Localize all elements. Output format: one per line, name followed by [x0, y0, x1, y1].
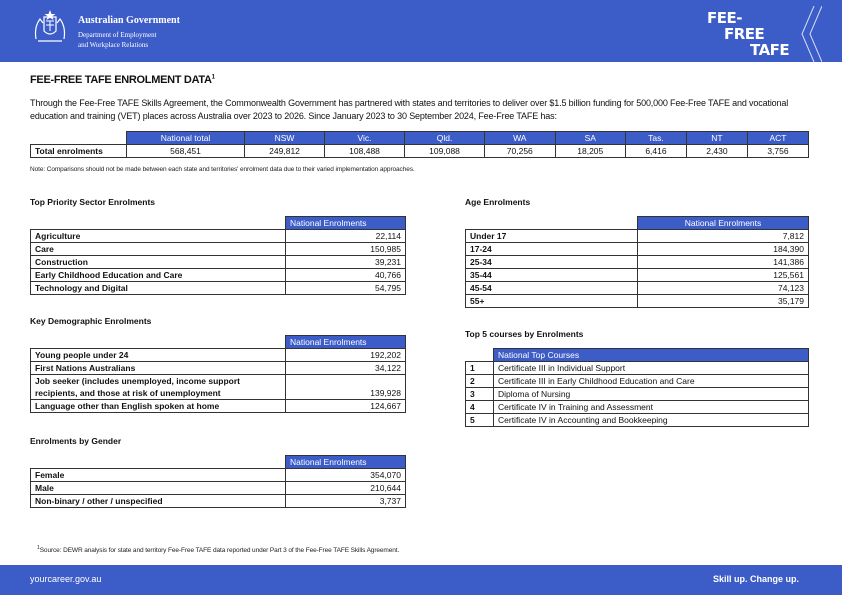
table-row — [466, 388, 809, 401]
intro-paragraph: Through the Fee-Free TAFE Skills Agreement, the Commonwealth Government has partnered with states and territories to deliver over $1.5 billion funding for 500,000 Fee-Free TAFE and vocational education and training (VET) places across Australia over 2023 to 2026. Since January 2023 to 30 September 2024, Fee-Free TAFE has: — [30, 98, 789, 121]
dept-line-1: Department of Employment — [78, 31, 157, 39]
age-label: 25-34 — [466, 256, 638, 269]
table-row — [31, 349, 406, 362]
sector-label: Agriculture — [31, 230, 286, 243]
state-value-cell: 568,451 — [127, 145, 245, 158]
courses-header-blank — [466, 349, 494, 362]
government-identity — [78, 14, 180, 50]
gender-label: Non-binary / other / unspecified — [31, 495, 286, 508]
age-header: National Enrolments — [638, 217, 809, 230]
demographic-value: 139,928 — [286, 375, 406, 400]
demographic-label: First Nations Australians — [31, 362, 286, 375]
brand-line-1: FEE- — [707, 9, 742, 27]
source-footnote — [37, 545, 399, 554]
demographic-label: Young people under 24 — [31, 349, 286, 362]
table-row — [466, 230, 809, 243]
brand-line-3: TAFE — [750, 41, 790, 59]
demographic-header-blank — [31, 336, 286, 349]
age-value: 125,561 — [638, 269, 809, 282]
courses-header-row — [466, 349, 809, 362]
title-footnote-marker: 1 — [211, 74, 215, 81]
footnote-text: Source: DEWR analysis for state and territory Fee-Free TAFE data reported under Part 3 of the Fee-Free TAFE Skills Agreement. — [39, 547, 400, 555]
demographic-label: Job seeker (includes unemployed, income support recipients, and those at risk of unemployment — [31, 375, 286, 400]
demographic-value: 192,202 — [286, 349, 406, 362]
table-row — [466, 401, 809, 414]
age-label: Under 17 — [466, 230, 638, 243]
course-rank: 2 — [466, 375, 494, 388]
courses-section-title: Top 5 courses by Enrolments — [465, 329, 584, 339]
table-row — [31, 243, 406, 256]
state-value-cell: 6,416 — [625, 145, 686, 158]
age-section-title: Age Enrolments — [465, 197, 531, 207]
demographic-label: Language other than English spoken at home — [31, 400, 286, 413]
table-row — [31, 482, 406, 495]
table-row — [466, 362, 809, 375]
table-row — [31, 282, 406, 295]
sector-section-title: Top Priority Sector Enrolments — [30, 197, 156, 207]
gender-table — [30, 455, 406, 508]
table-row — [31, 375, 406, 400]
sector-value: 54,795 — [286, 282, 406, 295]
sector-header-row — [31, 217, 406, 230]
course-name: Certificate III in Early Childhood Education and Care — [494, 375, 809, 388]
comparison-note: Note: Comparisons should not be made between each state and territories' enrolment data due to their varied implementation approaches. — [30, 166, 415, 173]
state-value-cell: 249,812 — [245, 145, 325, 158]
page-footer — [0, 565, 842, 595]
state-value-cell: 18,205 — [555, 145, 625, 158]
coat-of-arms-icon — [30, 9, 70, 47]
table-row — [31, 362, 406, 375]
state-row-label: Total enrolments — [31, 145, 127, 158]
table-row — [31, 400, 406, 413]
sector-value: 22,114 — [286, 230, 406, 243]
courses-table — [465, 348, 809, 427]
demographic-section-title: Key Demographic Enrolments — [30, 316, 152, 326]
age-value: 184,390 — [638, 243, 809, 256]
state-header-cell: Vic. — [325, 132, 405, 145]
chevron-decoration-icon — [798, 6, 822, 62]
demographic-value: 124,667 — [286, 400, 406, 413]
gender-value: 210,644 — [286, 482, 406, 495]
table-row — [31, 256, 406, 269]
footnote-marker: 1 — [37, 545, 40, 551]
age-label: 55+ — [466, 295, 638, 308]
table-row — [31, 495, 406, 508]
age-value: 141,386 — [638, 256, 809, 269]
state-header-blank — [31, 132, 127, 145]
table-row — [466, 256, 809, 269]
sector-label: Care — [31, 243, 286, 256]
table-row — [466, 282, 809, 295]
state-header-cell: ACT — [747, 132, 808, 145]
sector-value: 150,985 — [286, 243, 406, 256]
gender-section-title: Enrolments by Gender — [30, 436, 122, 446]
table-row — [31, 469, 406, 482]
state-header-cell: Tas. — [625, 132, 686, 145]
table-row — [466, 375, 809, 388]
state-value-cell: 108,488 — [325, 145, 405, 158]
demographic-header-row — [31, 336, 406, 349]
state-enrolments-table — [30, 131, 809, 158]
table-row — [466, 295, 809, 308]
state-header-cell: Qld. — [405, 132, 485, 145]
table-row — [466, 414, 809, 427]
state-header-cell: NSW — [245, 132, 325, 145]
gov-title: Australian Government — [78, 15, 180, 26]
state-header-cell: WA — [485, 132, 555, 145]
demographic-table — [30, 335, 406, 413]
demographic-header: National Enrolments — [286, 336, 406, 349]
gender-value: 354,070 — [286, 469, 406, 482]
state-header-row — [31, 132, 809, 145]
sector-label: Early Childhood Education and Care — [31, 269, 286, 282]
dept-line-2: and Workplace Relations — [78, 41, 149, 49]
age-header-row — [466, 217, 809, 230]
table-row — [466, 243, 809, 256]
gender-value: 3,737 — [286, 495, 406, 508]
age-label: 35-44 — [466, 269, 638, 282]
page-header — [0, 0, 842, 62]
age-value: 35,179 — [638, 295, 809, 308]
state-value-cell: 2,430 — [686, 145, 747, 158]
state-value-cell: 109,088 — [405, 145, 485, 158]
gender-header-blank — [31, 456, 286, 469]
gender-header: National Enrolments — [286, 456, 406, 469]
state-header-cell: NT — [686, 132, 747, 145]
page-title: FEE-FREE TAFE ENROLMENT DATA$^1$ — [30, 74, 215, 86]
state-header-cell: National total — [127, 132, 245, 145]
state-value-cell: 3,756 — [747, 145, 808, 158]
course-name: Certificate IV in Training and Assessment — [494, 401, 809, 414]
age-header-blank — [466, 217, 638, 230]
sector-table — [30, 216, 406, 295]
age-label: 45-54 — [466, 282, 638, 295]
sector-value: 39,231 — [286, 256, 406, 269]
gender-header-row — [31, 456, 406, 469]
demographic-value: 34,122 — [286, 362, 406, 375]
age-value: 7,812 — [638, 230, 809, 243]
sector-header: National Enrolments — [286, 217, 406, 230]
state-values-row — [31, 145, 809, 158]
state-header-cell: SA — [555, 132, 625, 145]
course-name: Diploma of Nursing — [494, 388, 809, 401]
sector-header-blank — [31, 217, 286, 230]
sector-value: 40,766 — [286, 269, 406, 282]
table-row — [31, 230, 406, 243]
gender-label: Female — [31, 469, 286, 482]
state-value-cell: 70,256 — [485, 145, 555, 158]
sector-label: Technology and Digital — [31, 282, 286, 295]
age-value: 74,123 — [638, 282, 809, 295]
sector-label: Construction — [31, 256, 286, 269]
table-row — [466, 269, 809, 282]
course-rank: 5 — [466, 414, 494, 427]
course-name: Certificate IV in Accounting and Bookkeeping — [494, 414, 809, 427]
courses-header: National Top Courses — [494, 349, 809, 362]
course-name: Certificate III in Individual Support — [494, 362, 809, 375]
brand-line-2: FREE — [724, 25, 765, 43]
footer-tagline: Skill up. Change up. — [712, 574, 799, 584]
gender-label: Male — [31, 482, 286, 495]
course-rank: 1 — [466, 362, 494, 375]
age-table — [465, 216, 809, 308]
age-label: 17-24 — [466, 243, 638, 256]
course-rank: 3 — [466, 388, 494, 401]
website-link[interactable]: yourcareer.gov.au — [30, 574, 102, 584]
course-rank: 4 — [466, 401, 494, 414]
table-row — [31, 269, 406, 282]
